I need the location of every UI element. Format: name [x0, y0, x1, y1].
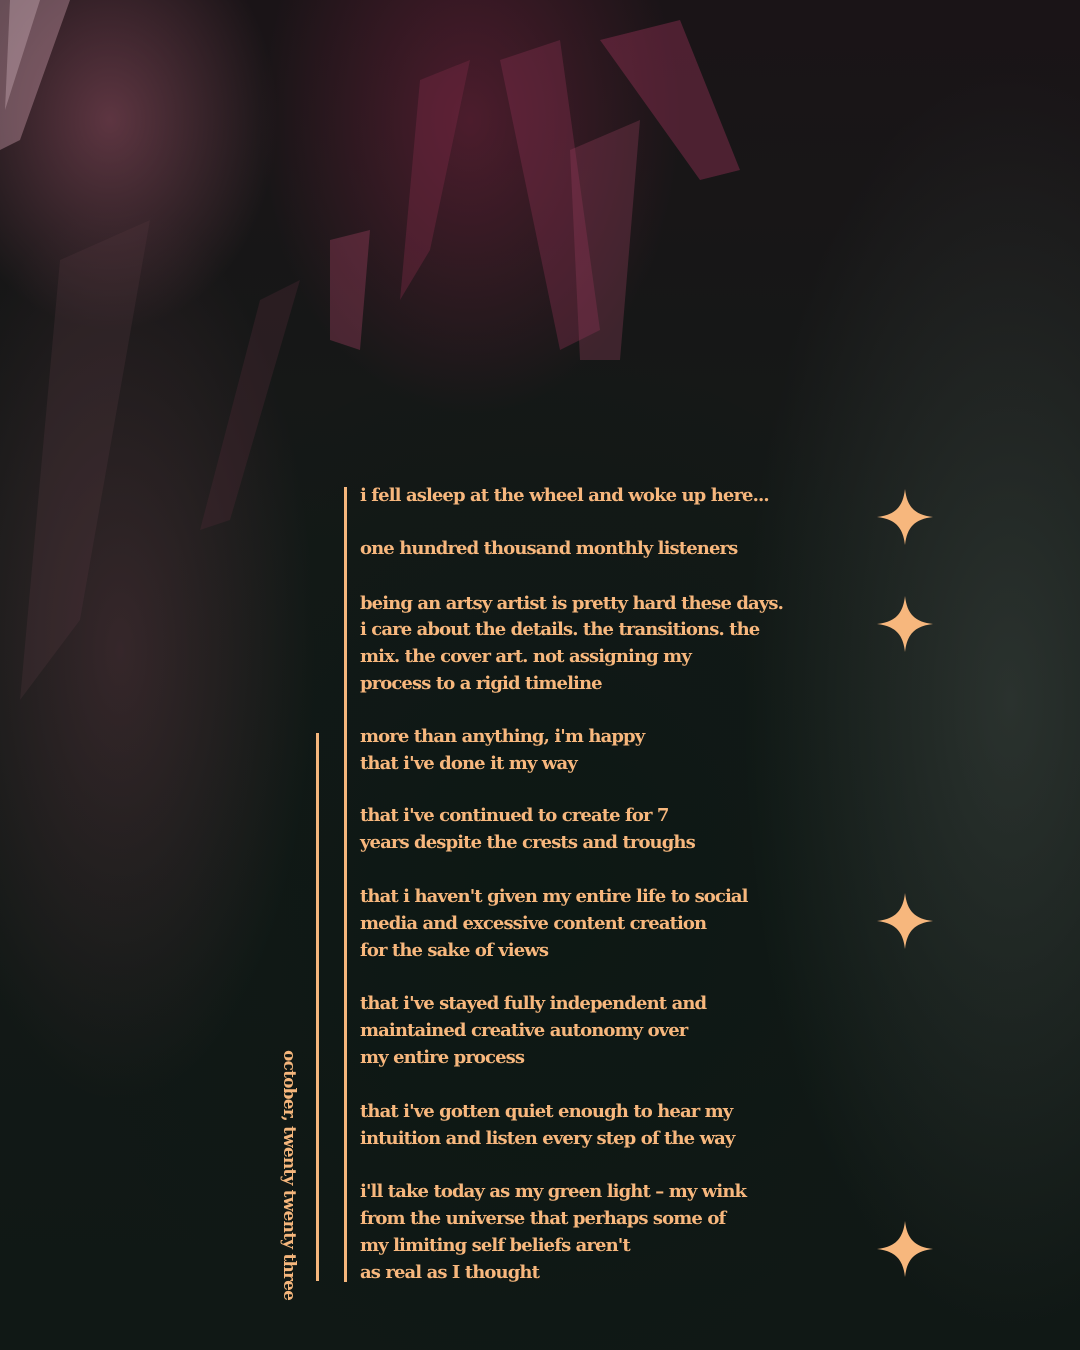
sparkle-icon — [877, 489, 933, 545]
paragraph: that i've continued to create for 7 years despite the crests and troughs — [360, 805, 695, 854]
paragraph: that i haven't given my entire life to social media and excessive content creation for the sake of views — [360, 885, 748, 961]
vertical-rule-long — [344, 487, 347, 1282]
date-label: october, twenty twenty three — [279, 1050, 299, 1301]
sparkle-icon — [877, 1221, 933, 1277]
paragraph: more than anything, i'm happy that i've done it my way — [360, 725, 645, 774]
paragraph: i fell asleep at the wheel and woke up here... — [360, 485, 769, 506]
vertical-rule-short — [316, 733, 319, 1281]
paragraph: that i've gotten quiet enough to hear my intuition and listen every step of the way — [360, 1100, 735, 1149]
paragraph: one hundred thousand monthly listeners — [360, 537, 738, 559]
paragraph: i'll take today as my green light – my wink from the universe that perhaps some of my limiting self beliefs aren't as real as I thought — [360, 1181, 747, 1283]
sparkle-icon — [877, 596, 933, 652]
journal-text — [360, 483, 830, 1287]
paragraph: that i've stayed fully independent and maintained creative autonomy over my entire process — [360, 993, 707, 1068]
sparkle-icon — [877, 893, 933, 949]
paragraph: being an artsy artist is pretty hard these days. i care about the details. the transitions. the mix. the cover art. not assigning my process to a rigid timeline — [360, 592, 783, 694]
